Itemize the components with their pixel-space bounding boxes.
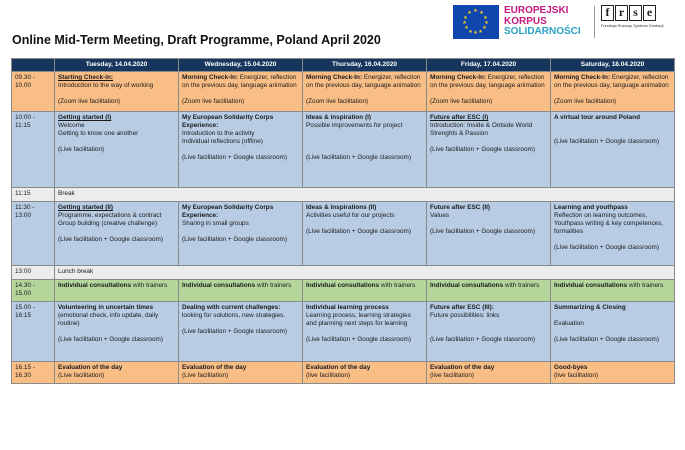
session-cell: Evaluation of the day (live facilitation) xyxy=(303,362,427,384)
frse-subtitle: Fundacja Rozwoju Systemu Edukacji xyxy=(601,24,664,28)
session-cell: A virtual tour around Poland (Live facilitation + Google classroom) xyxy=(551,112,675,188)
session-cell: Ideas & inspiration (I) Possible improvements for project (Live facilitation + Google classroom) xyxy=(303,112,427,188)
session-cell: Future after ESC (III): Future possibilities: links (Live facilitation + Google classroom) xyxy=(427,302,551,362)
header-time xyxy=(12,59,55,72)
header-thursday: Thursday, 16.04.2020 xyxy=(303,59,427,72)
page-title: Online Mid-Term Meeting, Draft Programme, Poland April 2020 xyxy=(12,33,381,47)
session-cell: Evaluation of the day (Live facilitation) xyxy=(179,362,303,384)
session-cell: Individual consultations with trainers xyxy=(179,280,303,302)
header-wednesday: Wednesday, 15.04.2020 xyxy=(179,59,303,72)
time-cell: 13:00 xyxy=(12,266,55,280)
session-cell: Starting Check-in: Introduction to the way of working (Zoom live facilitation) xyxy=(55,72,179,112)
frse-letter: r xyxy=(615,5,628,21)
eu-flag-logo: ★ ★ ★ ★ ★ ★ ★ ★ ★ ★ ★ ★ xyxy=(453,5,499,39)
table-row xyxy=(12,362,675,384)
table-row xyxy=(12,266,675,280)
header-tuesday: Tuesday, 14.04.2020 xyxy=(55,59,179,72)
programme-table xyxy=(11,58,675,384)
table-row xyxy=(12,112,675,188)
break-cell: Break xyxy=(55,188,675,202)
esc-logo-text xyxy=(504,6,581,38)
session-cell: Individual consultations with trainers xyxy=(303,280,427,302)
session-cell: Getting started (I) Welcome Getting to know one another (Live facilitation) xyxy=(55,112,179,188)
session-cell: Morning Check-In: Energizer, reflection on the previous day, language animation (Zoom live facilitation) xyxy=(551,72,675,112)
session-cell: Volunteering in uncertain times (emotional check, info update, daily routine) (Live facilitation + Google classroom) xyxy=(55,302,179,362)
session-cell: Individual consultations with trainers xyxy=(551,280,675,302)
time-cell: 11:15 xyxy=(12,188,55,202)
time-cell: 11:30 - 13:00 xyxy=(12,202,55,266)
header-row xyxy=(12,59,675,72)
frse-logo xyxy=(601,5,663,28)
session-cell: Morning Check-In: Energizer, reflection on the previous day, language animation (Zoom live facilitation) xyxy=(179,72,303,112)
time-cell: 14.30 - 15.00 xyxy=(12,280,55,302)
frse-letter: s xyxy=(629,5,642,21)
session-cell: Good-byes (live facilitation) xyxy=(551,362,675,384)
time-cell: 16.15 - 16.30 xyxy=(12,362,55,384)
esc-line-2: KORPUS xyxy=(504,15,547,27)
session-cell: Evaluation of the day (Live facilitation) xyxy=(55,362,179,384)
table-row xyxy=(12,188,675,202)
session-cell: Learning and youthpass Reflection on learning outcomes, Youthpass writing & key competences, formalities (Live facilitation + Google classroom) xyxy=(551,202,675,266)
session-cell: My European Solidarity Corps Experience: Introduction to the activity Individual reflections (offline) (Live facilitation + Google classroom) xyxy=(179,112,303,188)
session-cell: Morning Check-In: Energizer, reflection on the previous day, language animation (Zoom live facilitation) xyxy=(303,72,427,112)
session-cell: Future after ESC (II) Values (Live facilitation + Google classroom) xyxy=(427,202,551,266)
session-cell: Future after ESC (I) Introduction: Inside & Ootside World Strenghts & Passion (Live facilitation + Google classroom) xyxy=(427,112,551,188)
table-row xyxy=(12,302,675,362)
session-cell: Dealing with current challenges: looking for solutions, new strategies. (Live facilitation + Google classroom) xyxy=(179,302,303,362)
time-cell: 09.30 - 10.00 xyxy=(12,72,55,112)
session-cell: Ideas & inspirations (II) Activities useful for our projects (Live facilitation + Google classroom) xyxy=(303,202,427,266)
session-cell: Getting started (II) Programme, expectations & contract Group building (creative challenge) (Live facilitation + Google classroom) xyxy=(55,202,179,266)
logo-divider xyxy=(594,6,595,38)
session-cell: Individual consultations with trainers xyxy=(427,280,551,302)
session-cell: Individual learning process Learning process, learning strategies and planning next steps for learning (Live facilitation + Google classroom) xyxy=(303,302,427,362)
header-saturday: Saturday, 18.04.2020 xyxy=(551,59,675,72)
table-row xyxy=(12,280,675,302)
header-friday: Friday, 17.04.2020 xyxy=(427,59,551,72)
esc-line-1: EUROPEJSKI xyxy=(504,5,569,16)
table-row xyxy=(12,202,675,266)
frse-letter: f xyxy=(601,5,614,21)
session-cell: Individual consultations with trainers xyxy=(55,280,179,302)
esc-line-3: SOLIDARNOŚCI xyxy=(504,26,581,37)
table-row xyxy=(12,72,675,112)
session-cell: Evaluation of the day (live facilitation) xyxy=(427,362,551,384)
time-cell: 10:00 - 11:15 xyxy=(12,112,55,188)
frse-letter: e xyxy=(643,5,656,21)
lunch-break-cell: Lunch break xyxy=(55,266,675,280)
time-cell: 15.00 - 16:15 xyxy=(12,302,55,362)
session-cell: Summarizing & Closing Evaluation (Live facilitation + Google classroom) xyxy=(551,302,675,362)
session-cell: My European Solidarity Corps Experience: Sharing in small groups (Live facilitation + Google classroom) xyxy=(179,202,303,266)
session-cell: Morning Check-In: Energizer, reflection on the previous day, language animation (Zoom live facilitation) xyxy=(427,72,551,112)
